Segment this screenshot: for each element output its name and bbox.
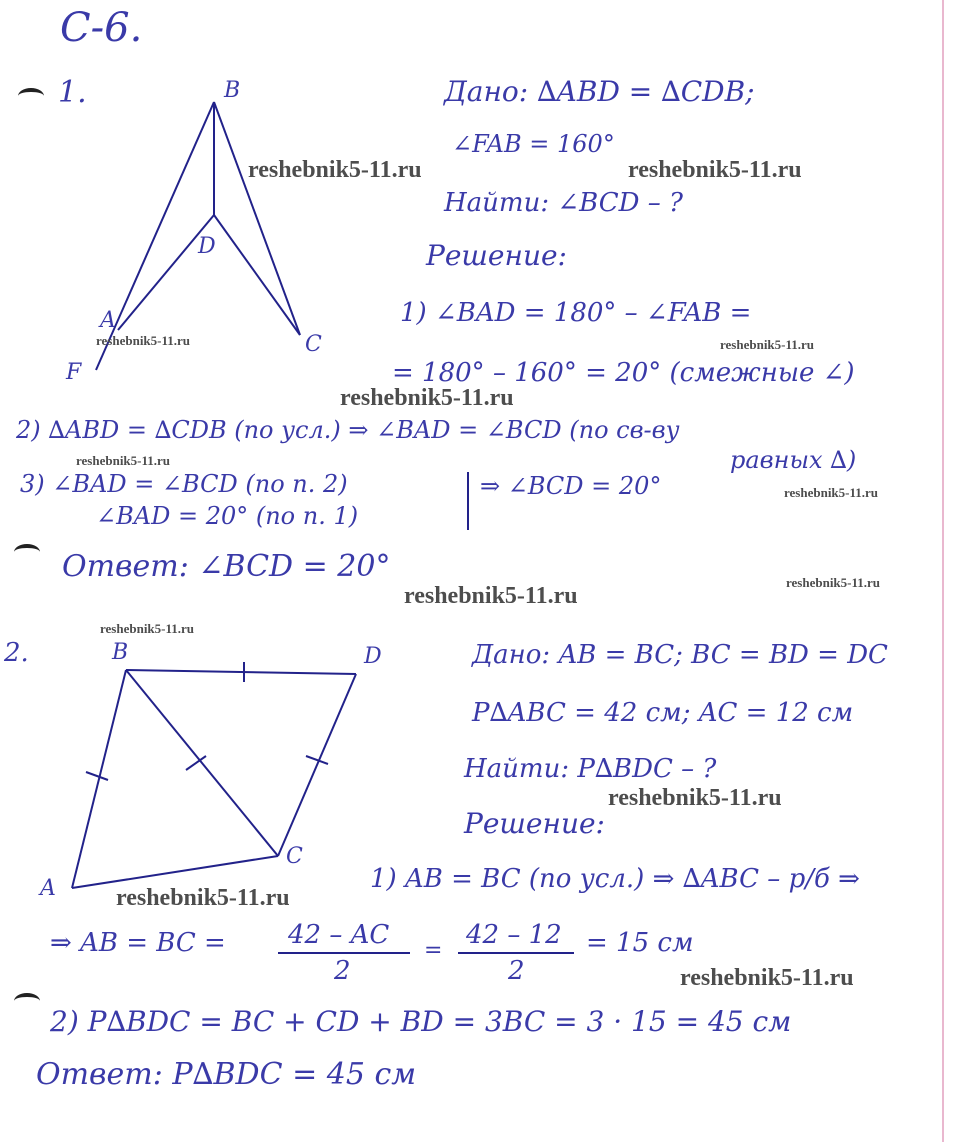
variant-title: С-6. xyxy=(60,5,143,51)
vertex-label-C: C xyxy=(286,844,303,869)
problem-2-step-1-fraction-2-denominator: 2 xyxy=(508,956,525,986)
vertex-label-A: A xyxy=(100,308,116,333)
watermark: reshebnik5-11.ru xyxy=(680,965,854,991)
problem-1-step-1-line-1: 1) ∠BAD = 180° – ∠FAB = xyxy=(400,298,752,328)
problem-2-step-1-line-1: 1) AB = BC (по усл.) ⇒ ∆ABC – р/б ⇒ xyxy=(370,864,860,894)
problem-2-solution-title: Решение: xyxy=(464,807,605,840)
vertex-label-C: C xyxy=(305,332,322,357)
problem-2-number: 2. xyxy=(4,638,29,668)
problem-1-step-3-line-1: 3) ∠BAD = ∠BCD (по п. 2) xyxy=(20,470,348,498)
vertex-label-D: D xyxy=(364,644,382,669)
watermark: reshebnik5-11.ru xyxy=(404,583,578,609)
watermark: reshebnik5-11.ru xyxy=(786,575,881,590)
vertex-label-F: F xyxy=(66,360,82,385)
problem-2-given-line-1: Дано: AB = BC; BC = BD = DC xyxy=(472,640,888,670)
watermark: reshebnik5-11.ru xyxy=(720,337,815,352)
problem-1-step-3-line-2: ∠BAD = 20° (по п. 1) xyxy=(96,502,359,530)
problem-2-step-1-result: = 15 см xyxy=(586,928,694,958)
problem-2-find: Найти: P∆BDC – ? xyxy=(464,754,717,784)
vertex-label-B: B xyxy=(112,640,129,665)
problem-1-answer: Ответ: ∠BCD = 20° xyxy=(62,549,391,584)
problem-2-step-1-lhs: ⇒ AB = BC = xyxy=(50,928,226,958)
vertex-label-A: A xyxy=(40,876,56,901)
problem-1-find: Найти: ∠BCD – ? xyxy=(444,188,683,218)
watermark: reshebnik5-11.ru xyxy=(76,453,171,468)
problem-2-step-1-fraction-2-numerator: 42 – 12 xyxy=(466,920,562,950)
watermark: reshebnik5-11.ru xyxy=(100,621,195,636)
vertex-label-D: D xyxy=(198,234,216,259)
problem-2-step-1-fraction-1-numerator: 42 – AC xyxy=(288,920,390,950)
watermark: reshebnik5-11.ru xyxy=(116,885,290,911)
problem-1-step-1-line-2: = 180° – 160° = 20° (смежные ∠) xyxy=(392,358,855,388)
watermark: reshebnik5-11.ru xyxy=(608,785,782,811)
problem-2-given-line-2: P∆ABC = 42 см; AC = 12 см xyxy=(472,698,854,728)
problem-2-step-2: 2) P∆BDC = BC + CD + BD = 3BC = 3 · 15 = 45 см xyxy=(50,1005,792,1038)
watermark: reshebnik5-11.ru xyxy=(96,333,191,348)
problem-1-step-3-result: ⇒ ∠BCD = 20° xyxy=(480,472,662,500)
problem-1-given-line-1: Дано: ∆ABD = ∆CDB; xyxy=(444,75,755,108)
problem-2-step-1-fraction-1-denominator: 2 xyxy=(334,956,351,986)
vertex-label-B: B xyxy=(224,78,241,103)
problem-2-answer: Ответ: P∆BDC = 45 см xyxy=(36,1057,417,1092)
problem-1-number: 1. xyxy=(58,75,87,110)
problem-1-solution-title: Решение: xyxy=(426,239,567,272)
problem-2-step-1-equals: = xyxy=(424,938,443,963)
watermark: reshebnik5-11.ru xyxy=(248,157,422,183)
problem-1-step-2-line-2: равных ∆) xyxy=(730,446,857,474)
watermark: reshebnik5-11.ru xyxy=(340,385,514,411)
problem-1-given-line-2: ∠FAB = 160° xyxy=(452,130,615,158)
watermark: reshebnik5-11.ru xyxy=(628,157,802,183)
problem-1-step-2-line-1: 2) ∆ABD = ∆CDB (по усл.) ⇒ ∠BAD = ∠BCD (по св-ву xyxy=(16,416,680,444)
watermark: reshebnik5-11.ru xyxy=(784,485,879,500)
